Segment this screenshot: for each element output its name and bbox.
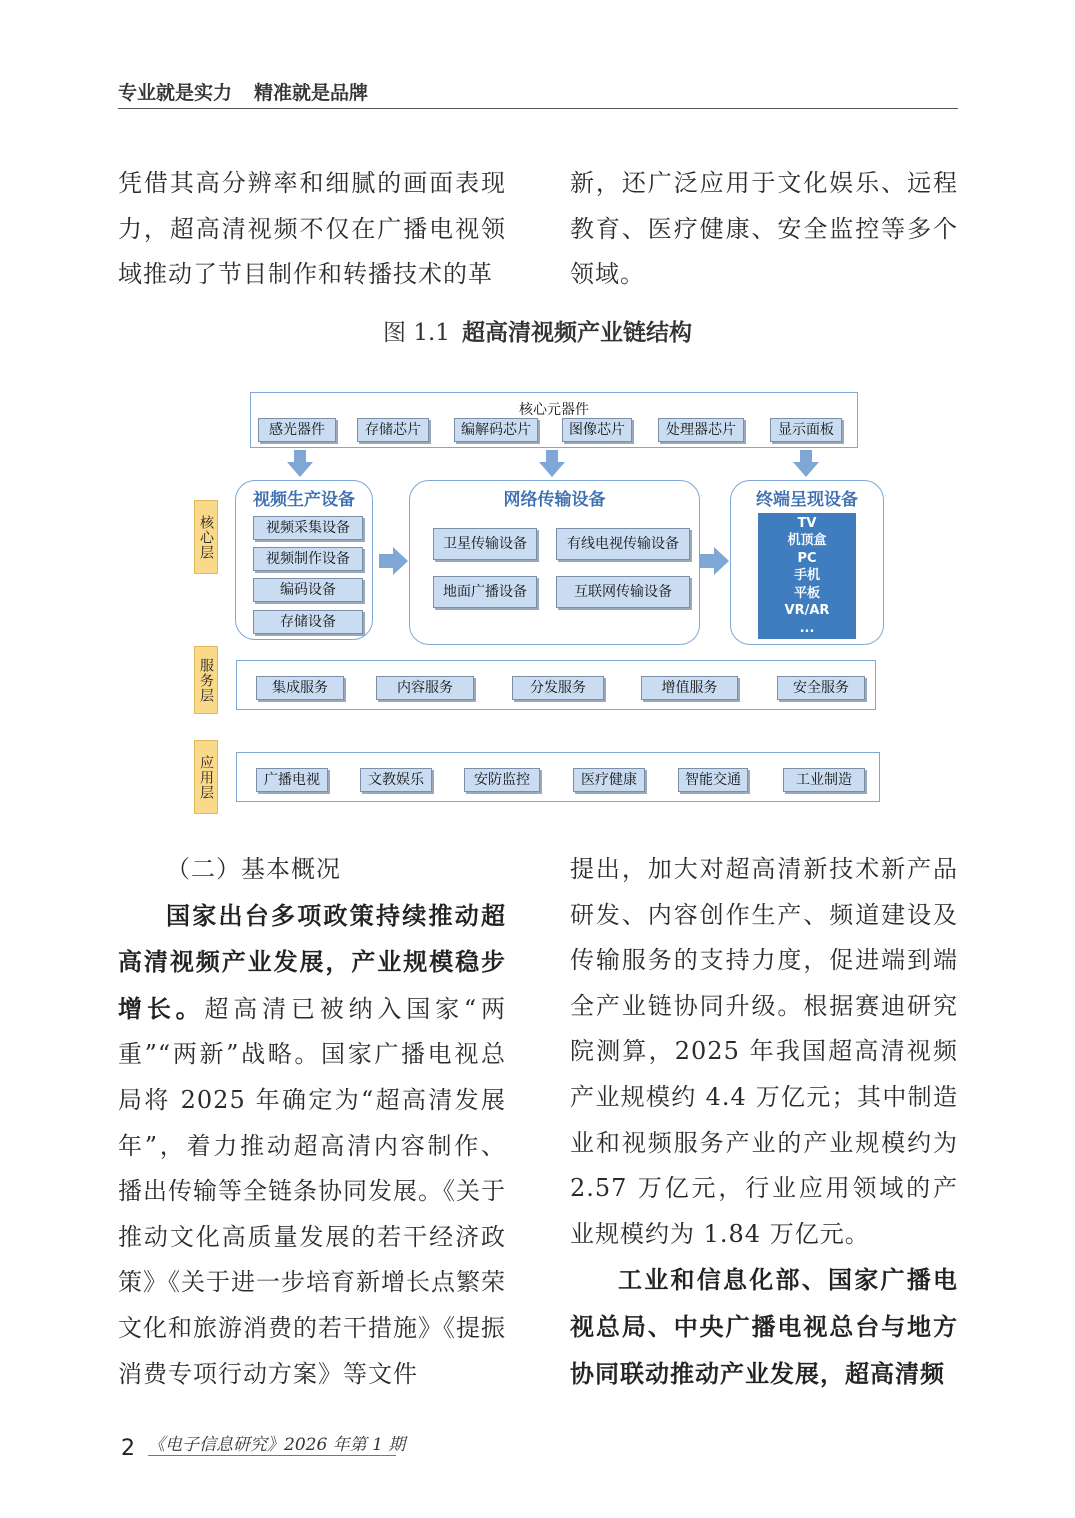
application-item: 智能交通 — [678, 768, 748, 792]
application-item: 广播电视 — [256, 768, 328, 792]
component-item: 图像芯片 — [562, 418, 632, 442]
component-item: 处理器芯片 — [658, 418, 744, 442]
down-arrow-icon — [538, 450, 566, 478]
section-heading: （二）基本概况 — [166, 855, 341, 883]
network-title: 网络传输设备 — [503, 490, 606, 510]
figure-number: 图 1.1 — [383, 320, 450, 346]
service-item: 分发服务 — [512, 676, 604, 700]
header-slogan-left: 专业就是实力 — [118, 82, 233, 104]
service-item: 集成服务 — [256, 676, 344, 700]
production-item: 视频制作设备 — [253, 547, 363, 571]
figure-title: 超高清视频产业链结构 — [461, 319, 692, 346]
terminal-item: 平板 — [793, 585, 820, 601]
terminal-item: VR/AR — [784, 603, 830, 619]
right-arrow-icon — [700, 546, 730, 576]
terminal-item: ... — [799, 620, 815, 636]
running-header — [118, 78, 958, 105]
application-item: 文教娱乐 — [360, 768, 432, 792]
body-paragraph-left — [118, 893, 506, 1398]
body-paragraph-right-bold — [570, 1257, 958, 1397]
body-text-left: 超高清已被纳入国家“两重”“两新”战略。国家广播电视总局将 2025 年确定为“超高清发展年”，着力推动超高清内容制作、播出传输等全链条协同发展。《关于推动文化高质量发展的若干经济政策》《关于进一步培育新增长点繁荣文化和旅游消费的若干措施》《提振消费专项行动方案》等文件 — [118, 994, 506, 1388]
intro-left-column — [118, 161, 506, 298]
down-arrow-icon — [286, 450, 314, 478]
production-item: 视频采集设备 — [253, 516, 363, 540]
journal-title: 《电子信息研究》2026 年第 1 期 — [148, 1435, 406, 1455]
network-item: 卫星传输设备 — [433, 528, 537, 560]
component-item: 存储芯片 — [357, 418, 429, 442]
bold-lead-sentence-2: 工业和信息化部、国家广播电视总局、中央广播电视总台与地方协同联动推动产业发展，超高清频 — [570, 1265, 958, 1388]
application-item: 工业制造 — [783, 768, 865, 792]
body-text-right: 提出，加大对超高清新技术新产品研发、内容创作生产、频道建设及传输服务的支持力度，促进端到端全产业链协同升级。根据赛迪研究院测算，2025 年我国超高清视频产业规模约 4.4 万亿元；其中制造业和视频服务产业的产业规模约为 2.57 万亿元，行业应用领域的产业规模约为 1.84 万亿元。 — [570, 855, 958, 1248]
terminal-item: 机顶盒 — [787, 533, 827, 549]
figure-caption — [0, 314, 1075, 347]
bold-lead-sentence: 国家出台多项政策持续推动超高清视频产业发展，产业规模稳步增长。 — [118, 900, 506, 1023]
page-number: 2 — [121, 1436, 135, 1461]
header-slogan-right: 精准就是品牌 — [254, 82, 369, 104]
core-components-title: 核心元器件 — [519, 402, 589, 418]
service-item: 内容服务 — [376, 676, 474, 700]
service-item: 安全服务 — [777, 676, 865, 700]
layer-label-core: 核心层 — [194, 500, 218, 574]
layer-label-application: 应用层 — [194, 740, 218, 814]
core-components-group — [250, 392, 858, 448]
right-arrow-icon — [379, 546, 409, 576]
network-item: 有线电视传输设备 — [556, 528, 690, 560]
layer-label-service: 服务层 — [194, 646, 218, 714]
terminal-item: TV — [797, 515, 817, 531]
footer-divider — [148, 1455, 396, 1456]
production-item: 编码设备 — [253, 578, 363, 602]
intro-text-right: 新，还广泛应用于文化娱乐、远程教育、医疗健康、安全监控等多个领域。 — [570, 169, 958, 289]
application-item: 医疗健康 — [573, 768, 645, 792]
terminal-item: PC — [797, 550, 817, 566]
terminal-title: 终端呈现设备 — [756, 490, 858, 510]
component-item: 编解码芯片 — [454, 418, 538, 442]
component-item: 感光器件 — [258, 418, 336, 442]
network-item: 地面广播设备 — [433, 576, 537, 608]
intro-right-column — [570, 161, 958, 298]
terminal-item: 手机 — [793, 568, 820, 584]
terminal-devices-list — [758, 513, 856, 639]
body-right-column — [570, 847, 958, 1397]
network-group — [409, 480, 700, 645]
intro-text-left: 凭借其高分辨率和细腻的画面表现力，超高清视频不仅在广播电视领域推动了节目制作和转播技术的革 — [118, 169, 506, 289]
network-item: 互联网传输设备 — [556, 576, 690, 608]
service-item: 增值服务 — [641, 676, 738, 700]
production-item: 存储设备 — [253, 610, 363, 634]
component-item: 显示面板 — [770, 418, 842, 442]
application-item: 安防监控 — [464, 768, 540, 792]
down-arrow-icon — [792, 450, 820, 478]
industry-chain-diagram — [190, 388, 890, 818]
production-title: 视频生产设备 — [253, 490, 355, 510]
header-divider — [118, 108, 958, 109]
body-left-column — [118, 847, 506, 1397]
